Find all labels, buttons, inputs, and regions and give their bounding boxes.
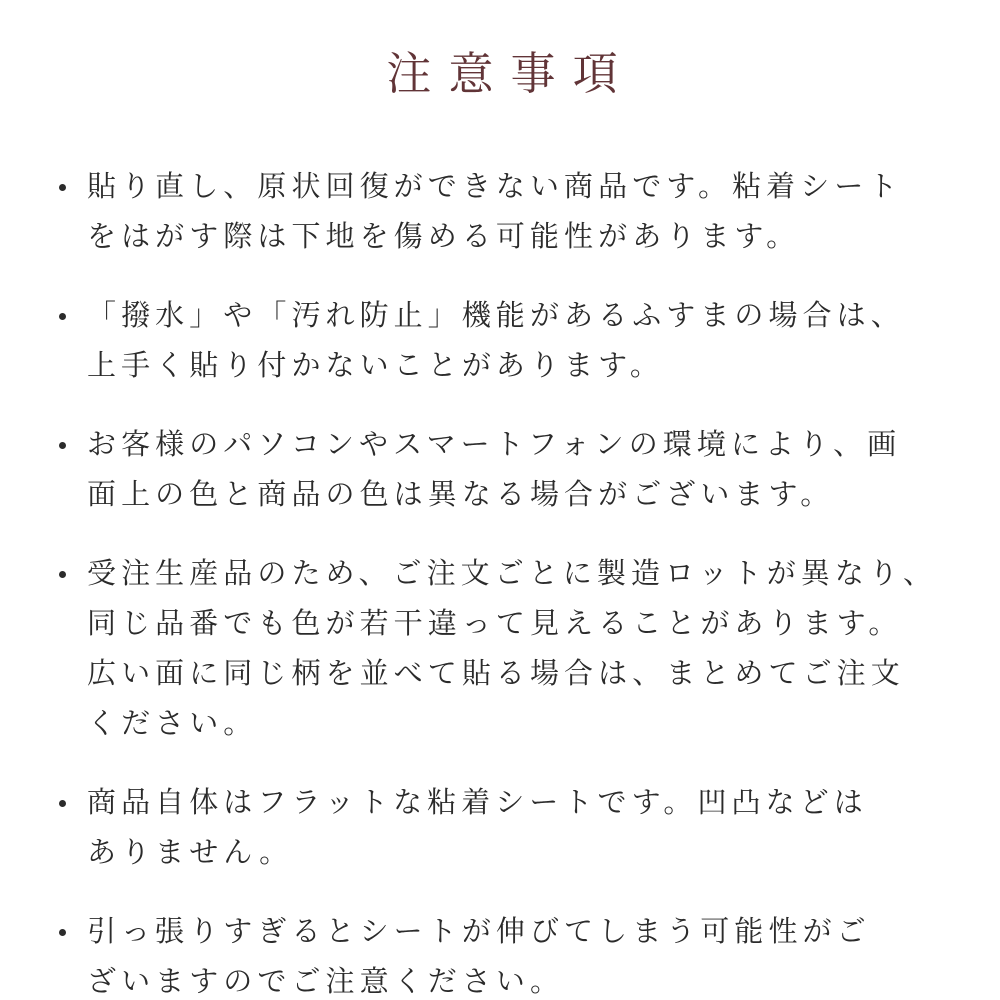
note-item bbox=[56, 291, 948, 391]
note-text bbox=[87, 778, 868, 878]
bullet-icon bbox=[56, 291, 87, 341]
bullet-icon bbox=[56, 549, 87, 599]
note-text bbox=[87, 420, 901, 520]
note-line: 上手く貼り付かないことがあります。 bbox=[87, 350, 664, 382]
note-line: 受注生産品のため、ご注文ごとに製造ロットが異なり、 bbox=[87, 558, 938, 590]
note-line: 広い面に同じ柄を並べて貼る場合は、まとめてご注文 bbox=[87, 658, 905, 690]
bullet-icon bbox=[56, 778, 87, 828]
note-line: をはがす際は下地を傷める可能性があります。 bbox=[87, 221, 801, 253]
note-line: ください。 bbox=[87, 708, 258, 740]
note-text bbox=[87, 907, 871, 1000]
note-item bbox=[56, 549, 948, 749]
note-line: 面上の色と商品の色は異なる場合がございます。 bbox=[87, 479, 835, 511]
note-line: ざいますのでご注意ください。 bbox=[87, 966, 565, 998]
note-line: 同じ品番でも色が若干違って見えることがあります。 bbox=[87, 608, 903, 640]
bullet-icon bbox=[56, 420, 87, 470]
notes-list bbox=[56, 162, 948, 1000]
note-line: 「撥水」や「汚れ防止」機能があるふすまの場合は、 bbox=[87, 300, 905, 332]
note-line: お客様のパソコンやスマートフォンの環境により、画 bbox=[87, 429, 902, 461]
note-item bbox=[56, 162, 948, 262]
note-text bbox=[87, 291, 905, 391]
note-item bbox=[56, 778, 948, 878]
note-text bbox=[87, 162, 902, 262]
note-line: 商品自体はフラットな粘着シートです。凹凸などは bbox=[87, 787, 868, 819]
note-item bbox=[56, 420, 948, 520]
note-line: ありません。 bbox=[87, 837, 294, 869]
note-line: 引っ張りすぎるとシートが伸びてしまう可能性がご bbox=[87, 916, 871, 948]
bullet-icon bbox=[56, 907, 87, 957]
note-text bbox=[87, 549, 937, 749]
note-line: 貼り直し、原状回復ができない商品です。粘着シート bbox=[87, 171, 903, 203]
note-item bbox=[56, 907, 948, 1000]
bullet-icon bbox=[56, 162, 87, 212]
page-title: 注意事項 bbox=[386, 48, 635, 99]
